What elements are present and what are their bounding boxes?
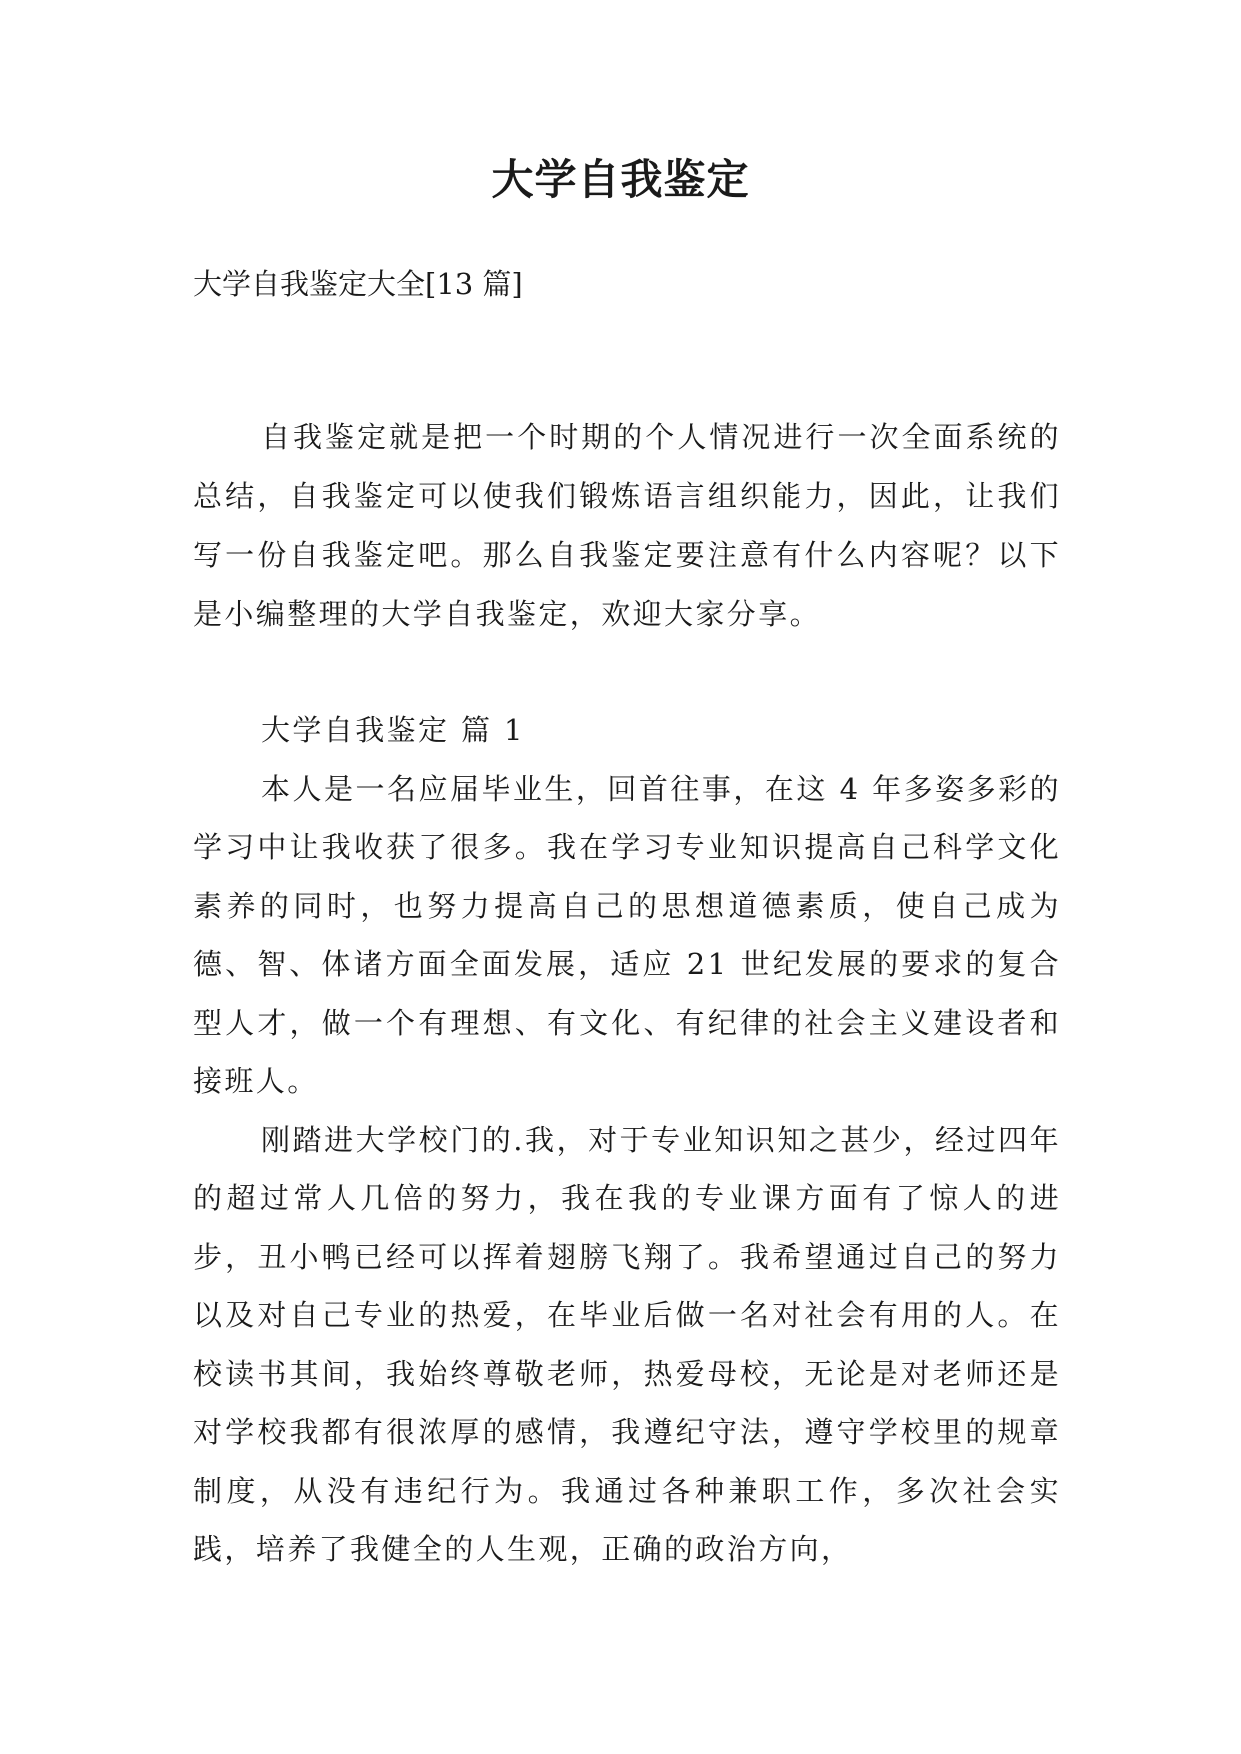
body-paragraph-2: 刚踏进大学校门的.我，对于专业知识知之甚少，经过四年的超过常人几倍的努力，我在我的专业课方面有了惊人的进步，丑小鸭已经可以挥着翅膀飞翔了。我希望通过自己的努力以及对自己专业的热爱，在毕业后做一名对社会有用的人。在校读书其间，我始终尊敬老师，热爱母校，无论是对老师还是对学校我都有很浓厚的感情，我遵纪守法，遵守学校里的规章制度，从没有违纪行为。我通过各种兼职工作，多次社会实践，培养了我健全的人生观，正确的政治方向， [193,1122,1061,1566]
intro-block [193,408,1061,644]
document-subtitle: 大学自我鉴定大全[13 篇] [193,267,523,301]
section-1 [193,701,1061,1579]
section-heading: 大学自我鉴定 篇 1 [261,713,525,747]
body-paragraph-1: 本人是一名应届毕业生，回首往事，在这 4 年多姿多彩的学习中让我收获了很多。我在学习专业知识提高自己科学文化素养的同时，也努力提高自己的思想道德素质，使自己成为德、智、体诸方面全面发展，适应 21 世纪发展的要求的复合型人才，做一个有理想、有文化、有纪律的社会主义建设者和接班人。 [193,771,1061,1098]
intro-paragraph: 自我鉴定就是把一个时期的个人情况进行一次全面系统的总结，自我鉴定可以使我们锻炼语言组织能力，因此，让我们写一份自我鉴定吧。那么自我鉴定要注意有什么内容呢？以下是小编整理的大学自我鉴定，欢迎大家分享。 [193,420,1061,631]
document-title: 大学自我鉴定 [491,155,750,204]
